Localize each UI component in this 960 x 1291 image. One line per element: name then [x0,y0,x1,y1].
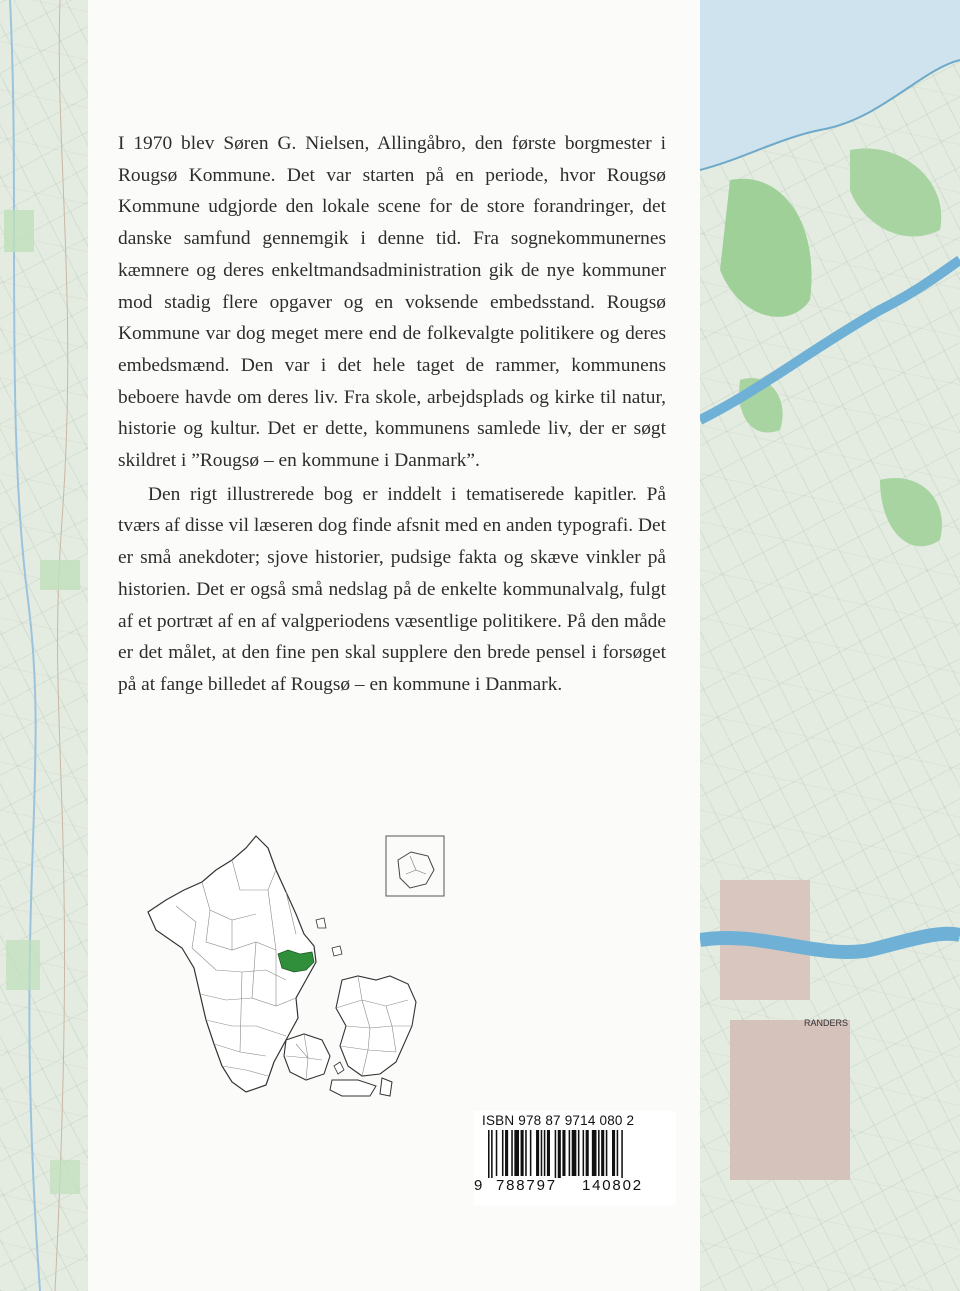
barcode-bar [536,1130,539,1176]
barcode-bar [530,1130,532,1176]
barcode-bar [583,1130,585,1176]
barcode-bar [555,1130,557,1178]
barcode-bar [544,1130,546,1176]
denmark-municipality-map [136,830,456,1100]
barcode-bar [502,1130,504,1176]
blurb-paragraph-1: I 1970 blev Søren G. Nielsen, Allingåbro, den første borgmester i Rougsø Kommune. Det var starten på en periode, hvor Rougsø Kommune udgjorde den lokale scene for de store forandringer, det danske samfund gennemgik i denne tid. Fra sognekommunernes kæmnere og deres enkeltmandsadministration gik de nye kommuner mod stadig flere opgaver og en voksende embedsstand. Rougsø Kommune var dog meget mere end de folkevalgte politikere og deres embedsmænd. Den var i det hele taget de rammer, kommunens beboere havde om deres liv. Fra skole, arbejdsplads og kirke til natur, historie og kultur. Det er dette, kommunens samlede liv, der er søgt skildret i ”Rougsø – en kommune i Danmark”. [118,133,666,472]
blurb-text [118,128,666,701]
barcode-bar [505,1130,508,1176]
map-city-label-randers: RANDERS [804,1018,849,1028]
barcode-bars [474,1130,676,1178]
barcode-bar [511,1130,513,1176]
barcode-bar [514,1130,519,1176]
barcode-bar [578,1130,580,1176]
barcode-bar [525,1130,527,1176]
ean-left-digits: 788797 [496,1177,557,1194]
barcode-bar [572,1130,577,1176]
ean-right-digits: 140802 [582,1177,643,1194]
barcode-bar [601,1130,604,1176]
ean-first-digit: 9 [474,1177,483,1194]
barcode-bar [491,1130,493,1178]
barcode-bar [488,1130,490,1178]
barcode-bar [612,1130,615,1176]
background-map-right [700,0,960,1291]
barcode-bar [562,1130,565,1176]
barcode-bar [592,1130,597,1176]
map-right-graphic [700,0,960,1291]
barcode-bar [569,1130,571,1176]
barcode-bar [558,1130,561,1178]
lolland-falster-outline [330,1080,376,1096]
barcode-bar [606,1130,608,1176]
barcode-bar [621,1130,623,1178]
background-map-left [0,0,88,1291]
barcode-bar [496,1130,498,1176]
barcode-bar [617,1130,619,1176]
barcode-bar [541,1130,543,1176]
barcode-bar [521,1130,524,1176]
isbn-label: ISBN 978 87 9714 080 2 [482,1113,635,1128]
isbn-barcode [474,1111,676,1205]
back-cover-panel [88,0,700,1291]
barcode-bar [547,1130,550,1176]
barcode-bar [586,1130,589,1176]
map-left-graphic [0,0,88,1291]
barcode-bar [598,1130,600,1176]
blurb-paragraph-2: Den rigt illustrerede bog er inddelt i tematiserede kapitler. På tværs af disse vil læseren dog finde afsnit med en anden typografi. Det er små anekdoter; sjove historier, pudsige fakta og skæve vinkler på historien. Det er også små nedslag på de enkelte kommunalvalg, fulgt af et portræt af en af valgperiodens væsentlige politikere. På den måde er det målet, at den fine pen skal supplere den brede pensel i forsøget på at fange billedet af Rougsø – en kommune i Danmark. [118,483,666,695]
